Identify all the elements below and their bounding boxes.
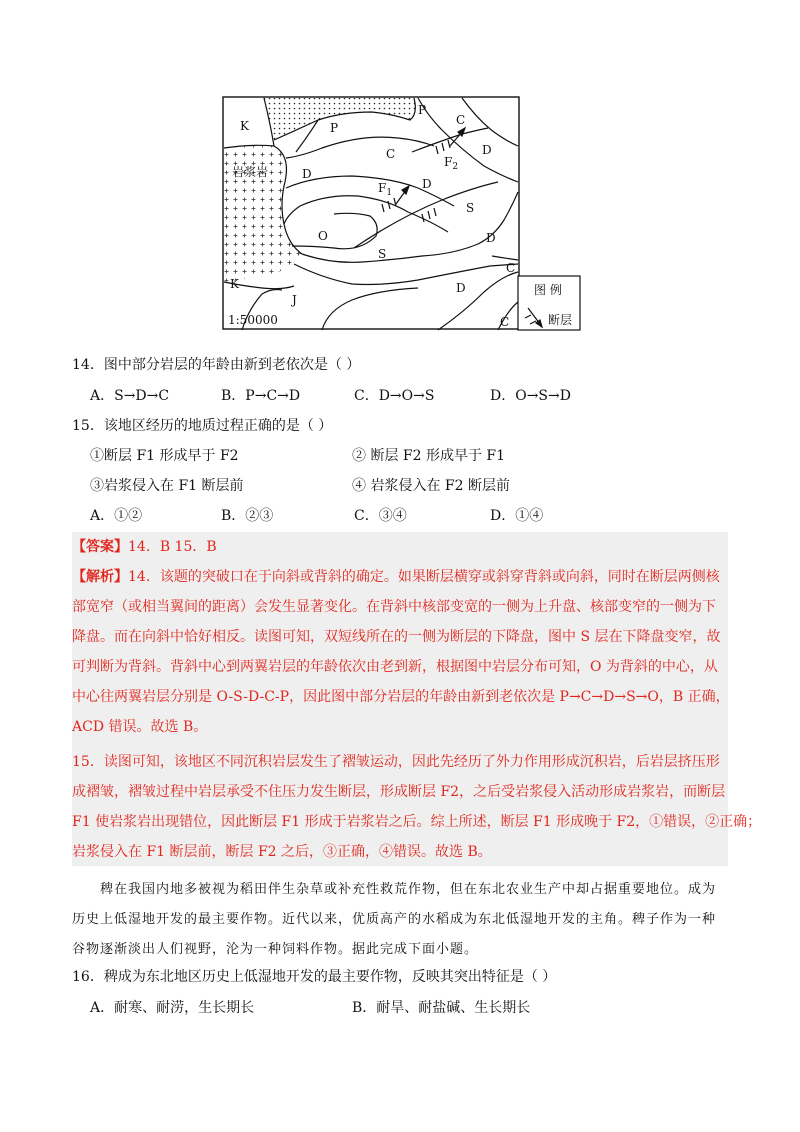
- label-C-top: C: [456, 113, 466, 127]
- label-K-top: K: [240, 119, 249, 133]
- q15-option-a[interactable]: A．①②: [90, 508, 143, 524]
- legend-title: 图 例: [534, 283, 562, 297]
- analysis-line-3: 降盘。而在向斜中恰好相反。读图可知，双短线所在的一侧为断层的下降盘，图中 S 层在下降盘变窄，故: [72, 629, 721, 645]
- q14-option-d[interactable]: D．O→S→D: [490, 388, 571, 404]
- analysis-label: 【解析】: [72, 569, 128, 585]
- label-J: J: [292, 293, 297, 307]
- map-scale: 1:50000: [228, 313, 278, 327]
- label-D-right-mid: D: [486, 231, 496, 245]
- q15-stem: 15．该地区经历的地质过程正确的是（ ）: [72, 418, 333, 434]
- analysis-line-5: 中心往两翼岩层分别是 O-S-D-C-P，因此图中部分岩层的年龄由新到老依次是 P→C→D→S→O，B 正确，: [72, 689, 730, 705]
- q15-item-3: ③岩浆侵入在 F1 断层前: [90, 478, 244, 494]
- analysis-line-9: F1 使岩浆岩出现错位，因此断层 F1 形成于岩浆岩之后。综上所述，断层 F1 形成晚于 F2，①错误，②正确；: [72, 814, 762, 830]
- label-C-bottom: C: [500, 315, 510, 329]
- label-F2: $F_2$: [444, 155, 459, 172]
- label-C-right: C: [506, 261, 516, 275]
- analysis-line-2: 部宽窄（或相当翼间的距离）会发生显著变化。在背斜中核部变宽的一侧为上升盘、核部变窄的一侧为下: [72, 599, 716, 615]
- analysis-line-1: 【解析】14．该题的突破口在于向斜或背斜的确定。如果断层横穿或斜穿背斜或向斜，同时在断层两侧核: [72, 569, 720, 585]
- q15-option-b[interactable]: B．②③: [221, 508, 274, 524]
- label-D-bottom: D: [456, 281, 466, 295]
- q15-item-1: ①断层 F1 形成早于 F2: [90, 448, 239, 464]
- analysis-line-8: 成褶皱，褶皱过程中岩层承受不住压力发生断层，形成断层 F2，之后受岩浆侵入活动形成岩浆岩，而断层: [72, 784, 726, 800]
- label-K-bottom: K: [230, 277, 239, 291]
- q16-stem: 16．稗成为东北地区历史上低湿地开发的最主要作物，反映其突出特征是（ ）: [72, 969, 557, 985]
- label-C-mid: C: [386, 147, 396, 161]
- q16-option-a[interactable]: A．耐寒、耐涝，生长期长: [90, 1000, 255, 1016]
- passage-line-1: 稗在我国内地多被视为稻田伴生杂草或补充性救荒作物，但在东北农业生产中却占据重要地位。成为: [100, 882, 717, 897]
- label-P-top: P: [418, 103, 427, 117]
- label-D-center: D: [422, 177, 432, 191]
- analysis-line-6: ACD 错误。故选 B。: [72, 719, 208, 735]
- q16-option-b[interactable]: B．耐旱、耐盐碱、生长期长: [352, 1000, 531, 1016]
- q14-option-a[interactable]: A．S→D→C: [90, 388, 170, 404]
- answer-text: 14．B 15．B: [128, 539, 217, 555]
- label-D-right-top: D: [482, 143, 492, 157]
- analysis-line-7: 15．读图可知，该地区不同沉积岩层发生了褶皱运动，因此先经历了外力作用形成沉积岩，后岩层挤压形: [72, 754, 720, 770]
- label-D-left: D: [302, 167, 312, 181]
- label-F1: $F_1$: [378, 181, 393, 198]
- label-S-right: S: [466, 201, 475, 215]
- passage-line-3: 谷物逐渐淡出人们视野，沦为一种饲料作物。据此完成下面小题。: [72, 942, 479, 957]
- legend-fault-label: 断层: [548, 313, 573, 327]
- analysis-line-4: 可判断为背斜。背斜中心到两翼岩层的年龄依次由老到新，根据图中岩层分布可知，O 为背斜的中心，从: [72, 659, 718, 675]
- passage-line-2: 历史上低湿地开发的最主要作物。近代以来，优质高产的水稻成为东北低湿地开发的主角。稗子作为一种: [72, 912, 717, 927]
- q15-option-c[interactable]: C．③④: [354, 508, 407, 524]
- q15-item-2: ② 断层 F2 形成早于 F1: [352, 448, 506, 464]
- answer-label: 【答案】: [72, 539, 128, 555]
- q14-stem: 14．图中部分岩层的年龄由新到老依次是（ ）: [72, 357, 361, 373]
- q15-option-d[interactable]: D．①④: [490, 508, 544, 524]
- q14-option-c[interactable]: C．D→O→S: [354, 388, 435, 404]
- analysis-line-10: 岩浆侵入在 F1 断层前，断层 F2 之后，③正确，④错误。故选 B。: [72, 844, 492, 860]
- label-S-center: S: [378, 247, 387, 261]
- q14-option-b[interactable]: B．P→C→D: [221, 388, 301, 404]
- answer-line: [72, 537, 217, 557]
- label-O: O: [318, 229, 328, 243]
- label-magma: 岩浆岩: [232, 165, 269, 179]
- geologic-map: [222, 96, 582, 332]
- label-P-mid: P: [330, 121, 339, 135]
- q15-item-4: ④ 岩浆侵入在 F2 断层前: [352, 478, 510, 494]
